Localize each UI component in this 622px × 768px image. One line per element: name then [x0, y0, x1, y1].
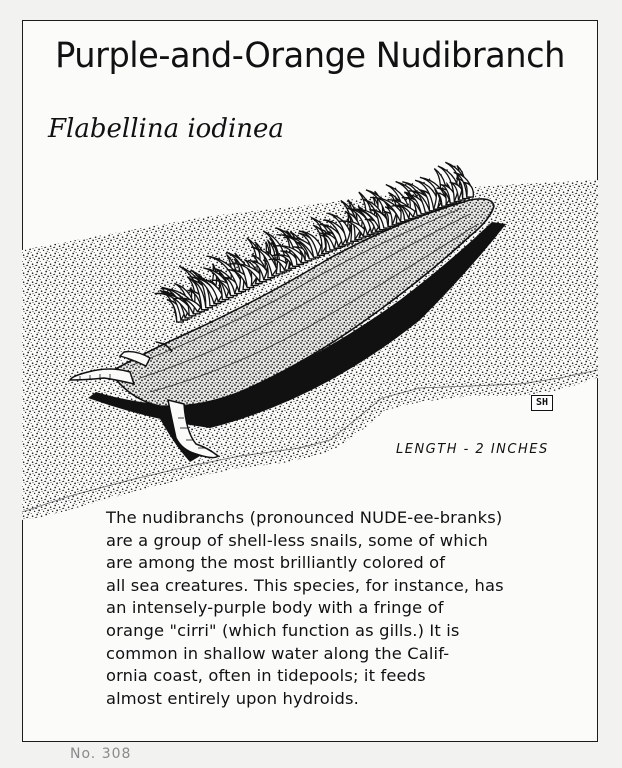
ceras-dot	[194, 290, 195, 291]
ceras-dot	[182, 286, 183, 287]
ceras-dot	[206, 279, 207, 280]
ceras-dot	[234, 269, 235, 270]
description-line: almost entirely upon hydroids.	[106, 688, 360, 708]
ceras-dot	[255, 260, 256, 261]
ceras-dot	[369, 218, 370, 219]
ceras-dot	[331, 220, 332, 221]
ceras-dot	[416, 190, 417, 191]
length-label: LENGTH - 2 INCHES	[396, 442, 549, 457]
ceras-dot	[213, 269, 214, 270]
ceras-dot	[398, 203, 399, 204]
ceras-dot	[395, 196, 396, 197]
ceras-dot	[319, 221, 320, 222]
ceras-dot	[429, 179, 430, 180]
ceras-dot	[388, 212, 389, 213]
ceras-dot	[413, 194, 414, 195]
ceras-dot	[286, 231, 287, 232]
ceras-dot	[445, 185, 446, 186]
ceras-dot	[395, 199, 396, 200]
ceras-dot	[203, 278, 204, 279]
ceras-dot	[327, 224, 328, 225]
ceras-dot	[238, 262, 239, 263]
ceras-dot	[272, 235, 273, 236]
ceras-dot	[467, 182, 468, 183]
ceras-dot	[325, 232, 326, 233]
ceras-dot	[219, 257, 220, 258]
ceras-dot	[425, 191, 426, 192]
ceras-dot	[274, 257, 275, 258]
description-line: orange "cirri" (which function as gills.) It is	[106, 620, 460, 640]
description-line: ornia coast, often in tidepools; it feeds	[106, 666, 426, 686]
ceras-dot	[257, 257, 258, 258]
ceras-dot	[197, 281, 198, 282]
ceras-dot	[353, 207, 354, 208]
description-line: are a group of shell-less snails, some of which	[106, 530, 488, 550]
ceras-dot	[293, 236, 294, 237]
ceras-dot	[361, 208, 362, 209]
ceras-dot	[219, 279, 220, 280]
ceras-dot	[461, 171, 462, 172]
ceras-dot	[376, 193, 377, 194]
ceras-dot	[412, 183, 413, 184]
description-line: all sea creatures. This species, for instance, has	[106, 575, 504, 595]
ceras-dot	[395, 188, 396, 189]
ceras-dot	[286, 250, 287, 251]
ceras-dot	[232, 261, 233, 262]
description-text	[106, 507, 576, 710]
ceras-dot	[324, 230, 325, 231]
ceras-dot	[287, 234, 288, 235]
ceras-dot	[440, 174, 441, 175]
ceras-dot	[439, 192, 440, 193]
ceras-dot	[166, 292, 167, 293]
ceras-dot	[172, 288, 173, 289]
ceras-dot	[182, 296, 183, 297]
plate-number: No. 308	[70, 746, 132, 762]
artist-monogram: SH	[531, 395, 553, 411]
ceras-dot	[375, 209, 376, 210]
ceras-dot	[423, 182, 424, 183]
ceras-dot	[227, 277, 228, 278]
ceras-dot	[236, 255, 237, 256]
ceras-dot	[336, 215, 337, 216]
ceras-dot	[348, 206, 349, 207]
ceras-dot	[307, 231, 308, 232]
ceras-dot	[454, 166, 455, 167]
ceras-dot	[442, 187, 443, 188]
ceras-dot	[405, 184, 406, 185]
ceras-dot	[279, 253, 280, 254]
ceras-dot	[172, 301, 173, 302]
description-line: are among the most brilliantly colored of	[106, 553, 446, 573]
ceras-dot	[371, 201, 372, 202]
ceras-dot	[199, 274, 200, 275]
ceras-dot	[460, 174, 461, 175]
scientific-name: Flabellina iodinea	[48, 114, 284, 144]
description-line: common in shallow water along the Calif-	[106, 643, 450, 663]
ceras-dot	[271, 254, 272, 255]
description-line: The nudibranchs (pronounced NUDE-ee-branks)	[106, 508, 503, 527]
ceras-dot	[380, 197, 381, 198]
ceras-dot	[409, 196, 410, 197]
ceras-dot	[260, 248, 261, 249]
ceras-dot	[346, 219, 347, 220]
ceras-dot	[298, 246, 299, 247]
ceras-dot	[454, 183, 455, 184]
ceras-dot	[268, 250, 269, 251]
ceras-dot	[351, 214, 352, 215]
ceras-dot	[296, 236, 297, 237]
ceras-dot	[250, 262, 251, 263]
ceras-dot	[446, 169, 447, 170]
page-title: Purple-and-Orange Nudibranch	[55, 36, 565, 76]
description-line: an intensely-purple body with a fringe of	[106, 598, 444, 618]
ceras-dot	[220, 269, 221, 270]
ceras-dot	[282, 244, 283, 245]
